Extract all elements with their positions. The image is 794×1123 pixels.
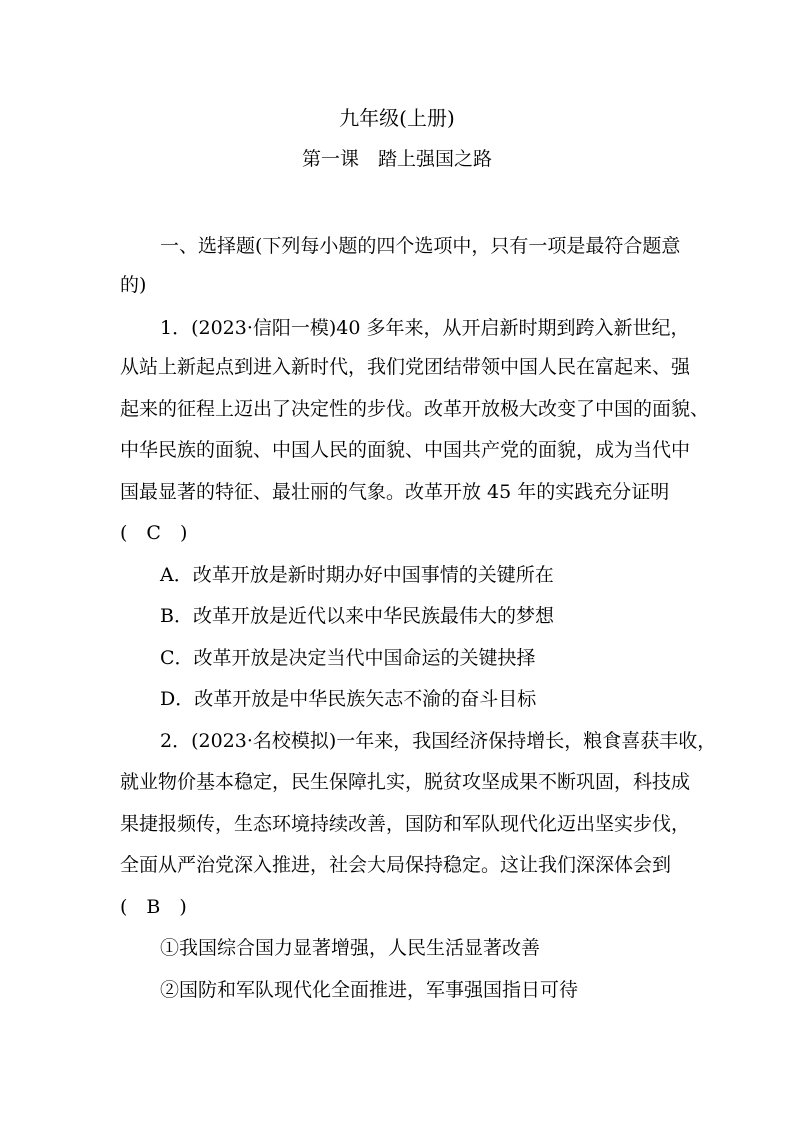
question-1-answer: ( C ): [120, 522, 188, 544]
question-1-line: 起来的征程上迈出了决定性的步伐。改革开放极大改变了中国的面貌、: [120, 398, 710, 420]
section-heading-continued: 的): [120, 274, 147, 296]
question-1-option-d: D．改革开放是中华民族矢志不渝的奋斗目标: [160, 688, 537, 710]
question-2-line: 果捷报频传，生态环境持续改善，国防和军队现代化迈出坚实步伐，: [120, 813, 691, 835]
question-1-option-a: A．改革开放是新时期办好中国事情的关键所在: [160, 564, 554, 586]
question-1-option-b: B．改革开放是近代以来中华民族最伟大的梦想: [160, 605, 554, 627]
question-2-line: 2．(2023·名校模拟)一年来，我国经济保持增长，粮食喜获丰收，: [160, 730, 717, 752]
question-1-line: 1．(2023·信阳一模)40 多年来，从开启新时期到跨入新世纪，: [160, 317, 690, 339]
question-2-line: 全面从严治党深入推进，社会大局保持稳定。这让我们深深体会到: [120, 854, 672, 876]
lesson-title: 第一课 踏上强国之路: [301, 148, 492, 170]
book-title: 九年级(上册): [339, 106, 455, 130]
question-1-line: 国最显著的特征、最壮丽的气象。改革开放 45 年的实践充分证明: [120, 481, 670, 503]
question-1-line: 中华民族的面貌、中国人民的面貌、中国共产党的面貌，成为当代中: [120, 439, 691, 461]
question-2-line: 就业物价基本稳定，民生保障扎实，脱贫攻坚成果不断巩固，科技成: [120, 771, 691, 793]
question-2-statement-2: ②国防和军队现代化全面推进，军事强国指日可待: [160, 979, 579, 1001]
question-1-option-c: C．改革开放是决定当代中国命运的关键抉择: [160, 647, 536, 669]
question-2-answer: ( B ): [120, 896, 187, 918]
question-1-line: 从站上新起点到进入新时代，我们党团结带领中国人民在富起来、强: [120, 356, 691, 378]
question-2-statement-1: ①我国综合国力显著增强，人民生活显著改善: [160, 937, 541, 959]
section-heading: 一、选择题(下列每小题的四个选项中，只有一项是最符合题意: [160, 235, 681, 257]
